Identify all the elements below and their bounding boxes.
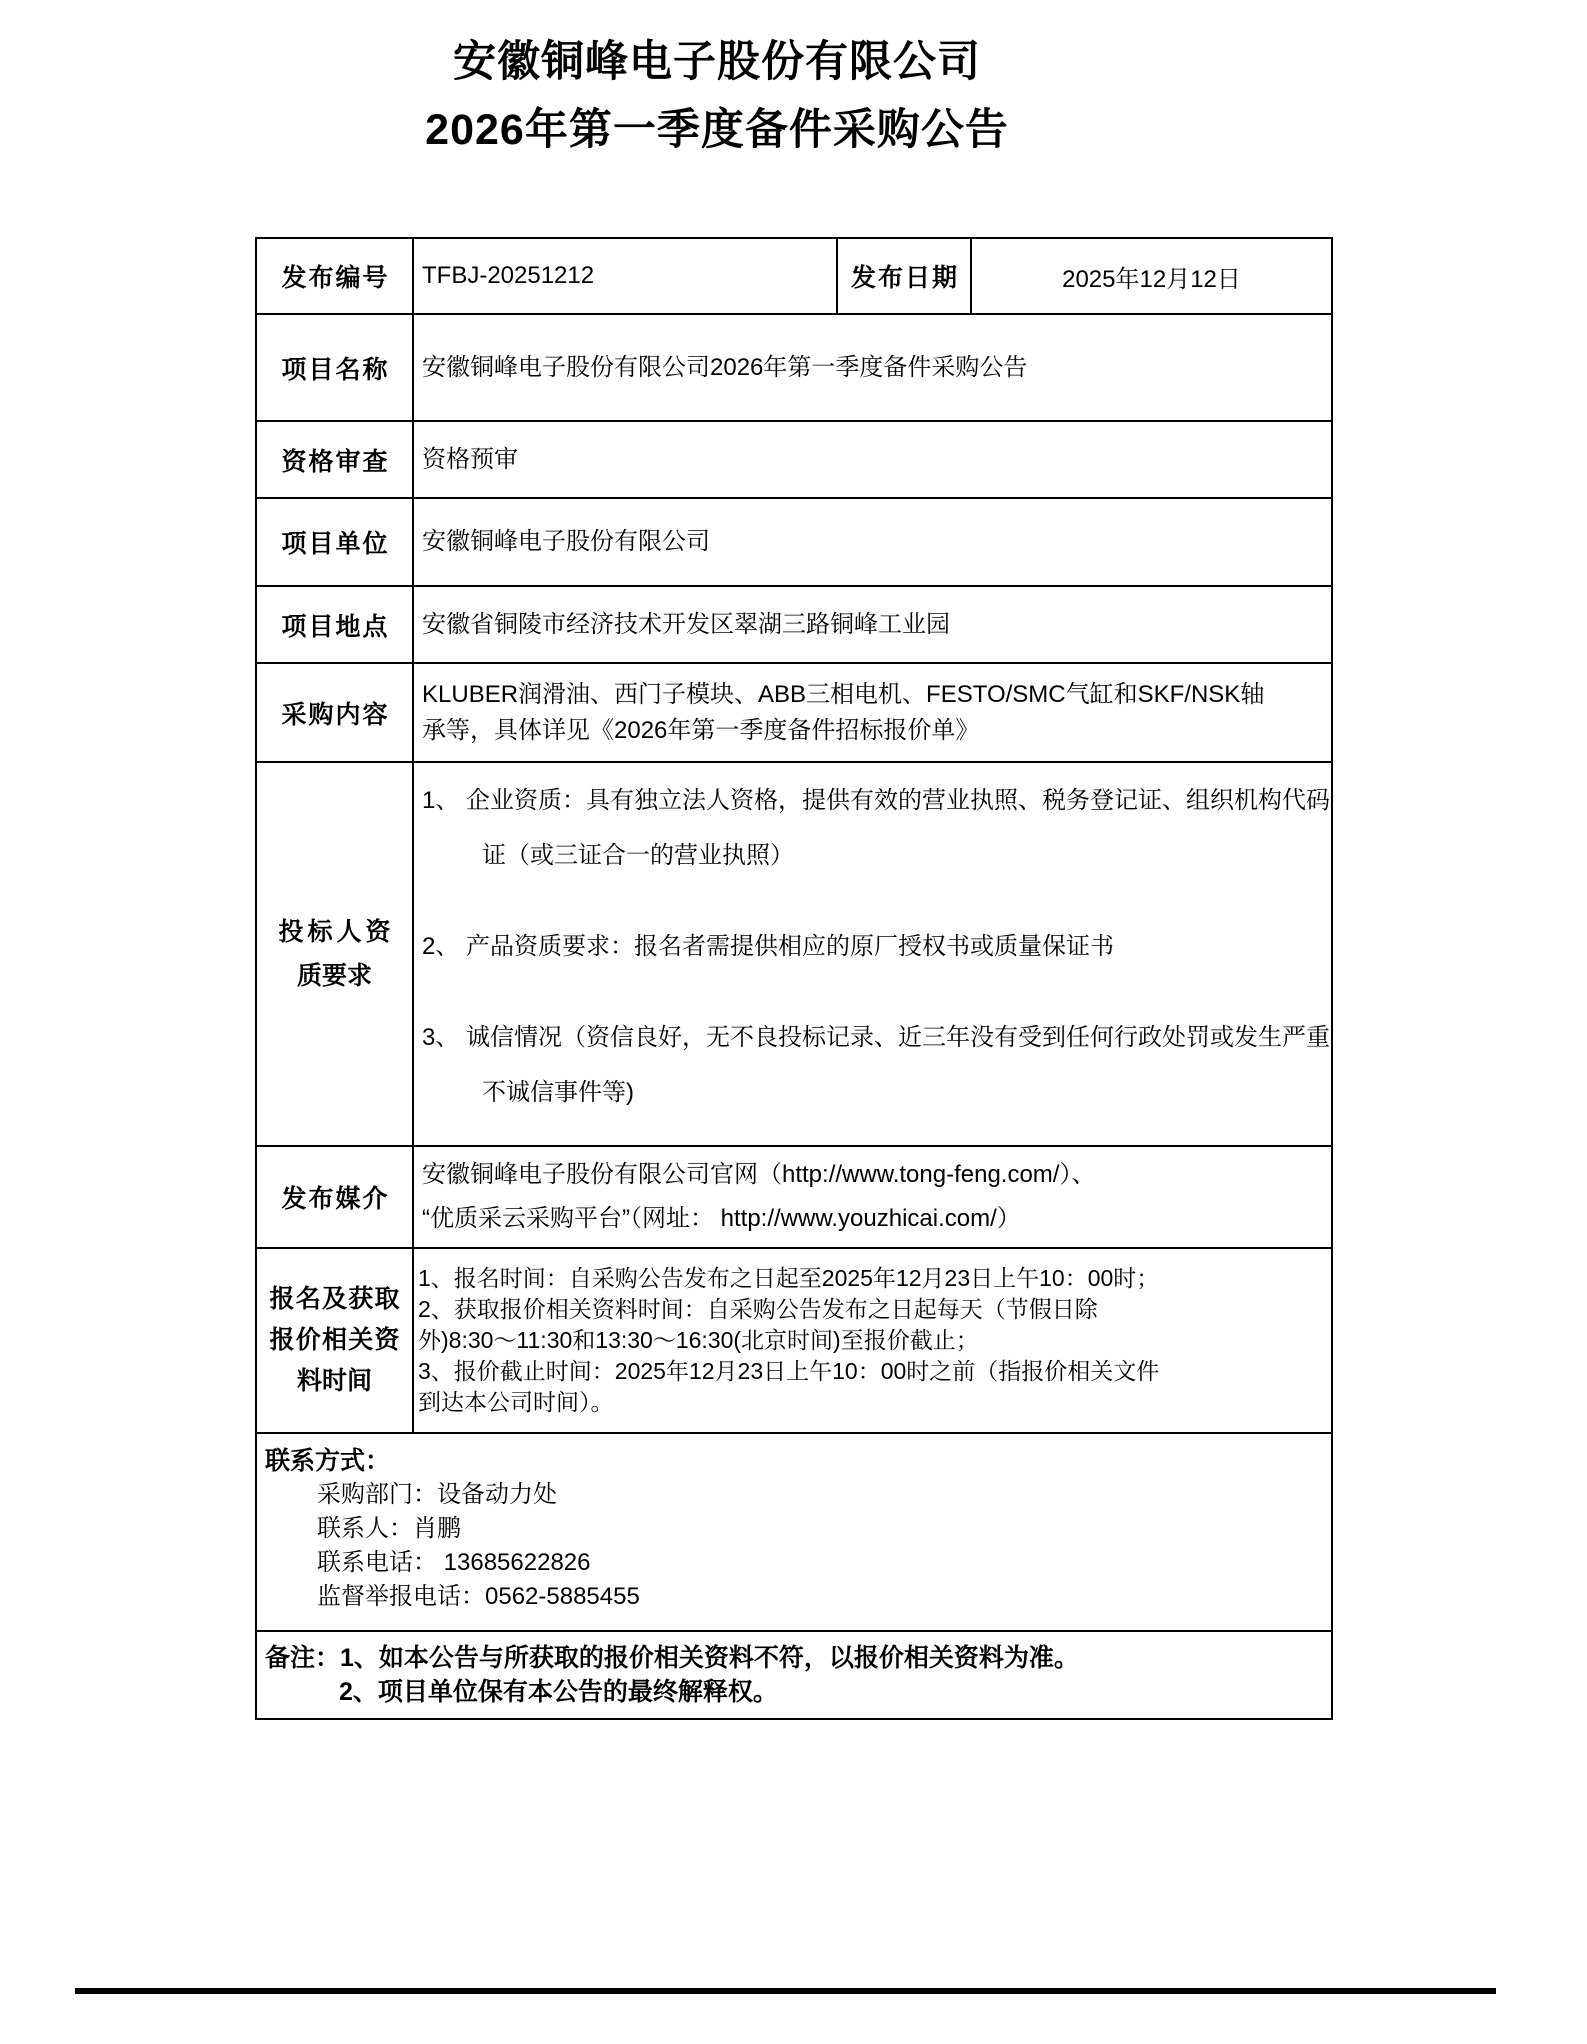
publish-date-text: 2025年12月12日 [1062, 265, 1241, 293]
label-qualification-review [257, 422, 414, 497]
bidder-qualification-item-2: 2、 产品资质要求：报名者需提供相应的原厂授权书或质量保证书 [422, 933, 1115, 960]
value-project-location [414, 587, 1331, 662]
publish-no-text: TFBJ-20251212 [422, 262, 595, 289]
value-bidder-qualification [414, 763, 1331, 1145]
contact-block [257, 1434, 1331, 1630]
label-project-name-text: 项目名称 [281, 355, 388, 384]
value-qualification-review [414, 422, 1331, 497]
row-project-location [257, 587, 1331, 664]
contact-phone: 联系电话： 13685622826 [317, 1549, 591, 1576]
value-publish-no [414, 239, 838, 313]
label-registration-time-text: 报名及获取报价相关资料时间 [269, 1285, 400, 1395]
project-unit-text: 安徽铜峰电子股份有限公司 [422, 528, 710, 555]
company-title: 安徽铜峰电子股份有限公司 [453, 38, 981, 86]
contact-supervision-phone: 监督举报电话：0562-5885455 [317, 1583, 640, 1610]
label-publish-date [838, 239, 972, 313]
bidder-qualification-item-1: 1、 企业资质：具有独立法人资格，提供有效的营业执照、税务登记证、组织机构代码证（或三证合一的营业执照） [422, 787, 1331, 869]
publish-media-line-2: “优质采云采购平台”（网址： http://www.youzhicai.com/） [422, 1205, 1021, 1232]
value-procurement-content [414, 664, 1331, 761]
label-publish-media-text: 发布媒介 [281, 1185, 388, 1213]
label-publish-no [257, 239, 414, 313]
remarks-line-2: 2、项目单位保有本公告的最终解释权。 [339, 1678, 778, 1706]
label-publish-no-text: 发布编号 [281, 264, 388, 292]
procurement-content-line-2: 承等，具体详见《2026年第一季度备件招标报价单》 [422, 716, 980, 744]
row-project-unit [257, 499, 1331, 587]
value-publish-media [414, 1147, 1331, 1247]
label-qualification-review-text: 资格审查 [281, 447, 388, 476]
announcement-table [255, 237, 1333, 1720]
registration-time-line-3: 外)8:30～11:30和13:30～16:30(北京时间)至报价截止； [418, 1327, 979, 1353]
registration-time-line-1: 1、报名时间：自采购公告发布之日起至2025年12月23日上午10：00时； [418, 1265, 1160, 1291]
value-project-unit [414, 499, 1331, 585]
row-publish [257, 239, 1331, 315]
row-project-name [257, 315, 1331, 422]
bidder-qualification-item-3: 3、 诚信情况（资信良好，无不良投标记录、近三年没有受到任何行政处罚或发生严重不诚信事件等) [422, 1024, 1331, 1106]
label-project-location-text: 项目地点 [281, 612, 388, 641]
remarks-line-1: 备注：1、如本公告与所获取的报价相关资料不符，以报价相关资料为准。 [265, 1644, 1079, 1672]
procurement-content-line-1: KLUBER润滑油、西门子模块、ABB三相电机、FESTO/SMC气缸和SKF/NSK轴 [422, 680, 1265, 708]
row-qualification-review [257, 422, 1331, 499]
label-procurement-content [257, 664, 414, 761]
value-registration-time [414, 1249, 1331, 1432]
project-name-text: 安徽铜峰电子股份有限公司2026年第一季度备件采购公告 [422, 353, 1028, 381]
label-publish-date-text: 发布日期 [851, 264, 957, 292]
label-project-name [257, 315, 414, 420]
remarks-block [257, 1632, 1331, 1718]
contact-department: 采购部门：设备动力处 [317, 1481, 557, 1508]
label-project-location [257, 587, 414, 662]
row-publish-media [257, 1147, 1331, 1249]
label-project-unit [257, 499, 414, 585]
contact-heading: 联系方式： [265, 1447, 391, 1475]
label-publish-media [257, 1147, 414, 1247]
value-publish-date [972, 239, 1331, 313]
label-procurement-content-text: 采购内容 [281, 700, 388, 729]
footer-divider-line [75, 1988, 1496, 1994]
row-contact [257, 1434, 1331, 1632]
qualification-review-text: 资格预审 [422, 445, 518, 473]
label-registration-time [257, 1249, 414, 1432]
publish-media-line-1: 安徽铜峰电子股份有限公司官网（http://www.tong-feng.com/）、 [422, 1161, 1096, 1188]
registration-time-line-5: 到达本公司时间）。 [418, 1389, 614, 1415]
announcement-title: 2026年第一季度备件采购公告 [425, 106, 1009, 154]
label-bidder-qualification [257, 763, 414, 1145]
label-project-unit-text: 项目单位 [281, 530, 388, 558]
contact-person: 联系人：肖鹏 [317, 1515, 461, 1542]
value-project-name [414, 315, 1331, 420]
registration-time-line-2: 2、获取报价相关资料时间：自采购公告发布之日起每天（节假日除 [418, 1296, 1098, 1322]
label-bidder-qualification-text: 投标人资质要求 [278, 918, 391, 990]
row-bidder-qualification [257, 763, 1331, 1147]
registration-time-line-4: 3、报价截止时间：2025年12月23日上午10：00时之前（指报价相关文件 [418, 1358, 1160, 1384]
row-remarks [257, 1632, 1331, 1718]
project-location-text: 安徽省铜陵市经济技术开发区翠湖三路铜峰工业园 [422, 610, 950, 638]
row-procurement-content [257, 664, 1331, 763]
row-registration-time [257, 1249, 1331, 1434]
